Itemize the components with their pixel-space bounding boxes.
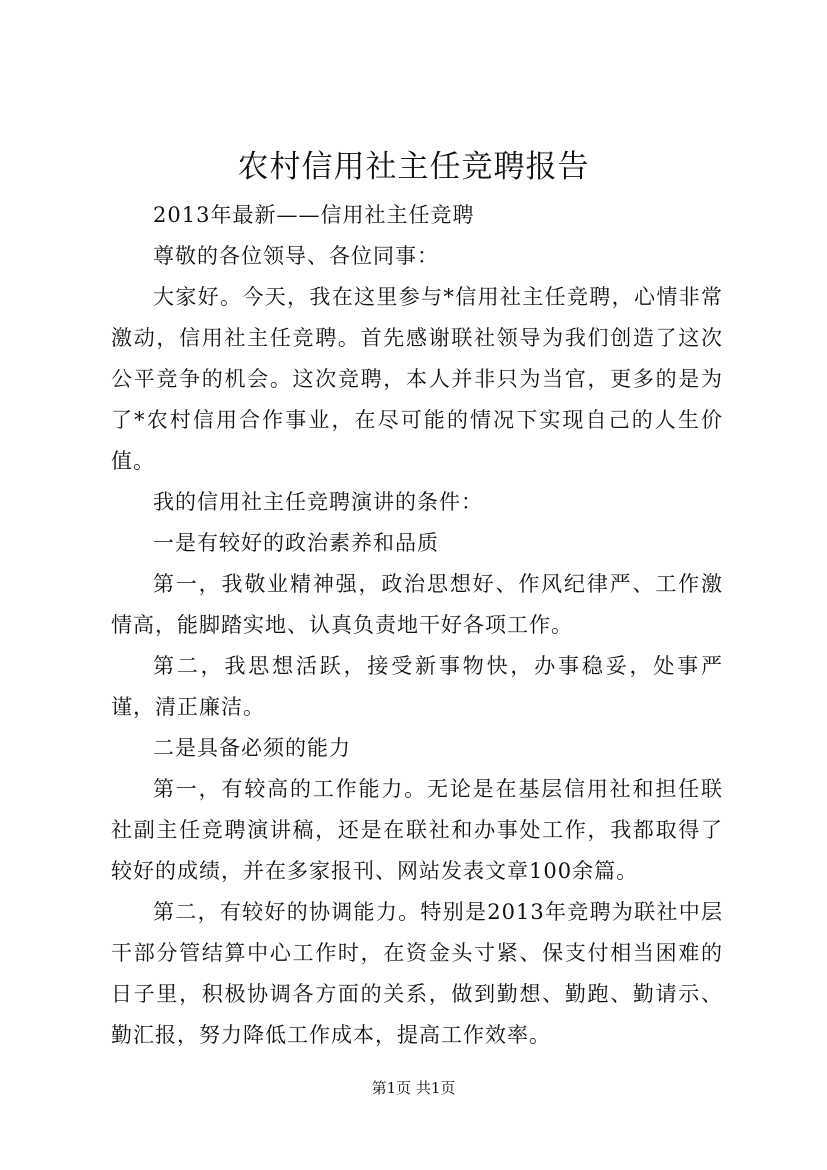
paragraph-point-1-2: 第二，我思想活跃，接受新事物快，办事稳妥，处事严谨，清正廉洁。 bbox=[111, 654, 723, 719]
paragraph-heading-two: 二是具备必须的能力 bbox=[153, 736, 351, 760]
document-title: 农村信用社主任竞聘报告 bbox=[237, 149, 590, 185]
paragraph-subtitle: 2013年最新——信用社主任竞聘 bbox=[153, 203, 475, 227]
paragraph-greeting: 大家好。今天，我在这里参与*信用社主任竞聘，心情非常激动，信用社主任竞聘。首先感谢联社领导为我们创造了这次公平竞争的机会。这次竞聘，本人并非只为当官，更多的是为了*农村信用合作事业，在尽可能的情况下实现自己的人生价值。 bbox=[111, 285, 723, 473]
page-footer: 第1页 共1页 bbox=[371, 1079, 456, 1097]
paragraph-conditions-intro: 我的信用社主任竞聘演讲的条件： bbox=[153, 490, 483, 514]
paragraph-salutation: 尊敬的各位领导、各位同事： bbox=[153, 244, 439, 268]
paragraph-point-2-2: 第二，有较好的协调能力。特别是2013年竞聘为联社中层干部分管结算中心工作时，在资金头寸紧、保支付相当困难的日子里，积极协调各方面的关系，做到勤想、勤跑、勤请示、勤汇报，努力降低工作成本，提高工作效率。 bbox=[111, 900, 723, 1047]
paragraph-point-1-1: 第一，我敬业精神强，政治思想好、作风纪律严、工作激情高，能脚踏实地、认真负责地干好各项工作。 bbox=[111, 572, 723, 637]
paragraph-heading-one: 一是有较好的政治素养和品质 bbox=[153, 531, 439, 555]
paragraph-point-2-1: 第一，有较高的工作能力。无论是在基层信用社和担任联社副主任竞聘演讲稿，还是在联社和办事处工作，我都取得了较好的成绩，并在多家报刊、网站发表文章100余篇。 bbox=[111, 777, 723, 883]
document-body bbox=[111, 195, 723, 1056]
